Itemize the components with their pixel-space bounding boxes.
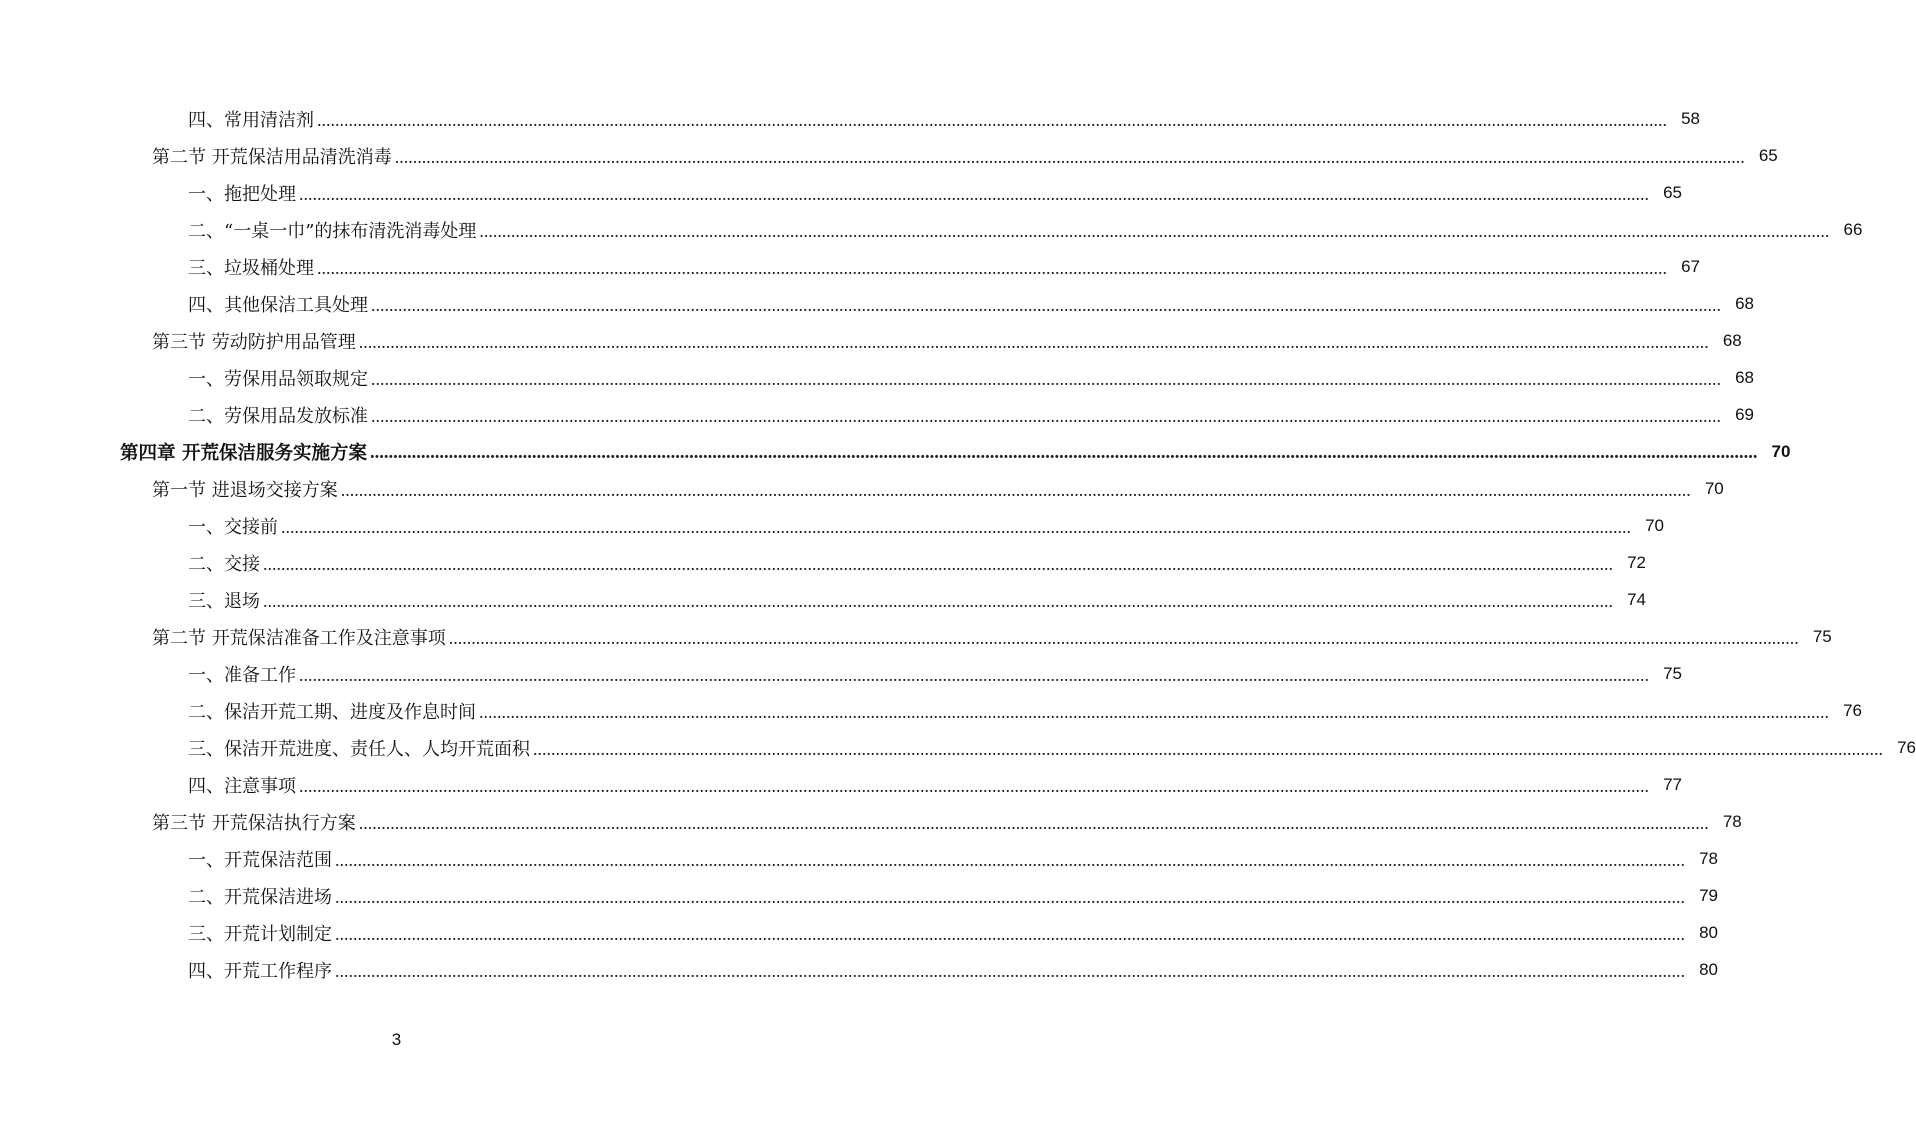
- toc-item[interactable]: [0, 766, 1682, 803]
- toc-entry-title: 四、常用清洁剂: [188, 109, 314, 131]
- toc-entry-page: 76: [1843, 700, 1862, 720]
- toc-item[interactable]: [0, 396, 1754, 433]
- toc-entry-page: 69: [1735, 404, 1754, 424]
- toc-dot-leader: ............................................................................................................................................................................................................................................................................................................: [299, 184, 1649, 204]
- toc-dot-leader: ............................................................................................................................................................................................................................................................................................................: [369, 443, 1758, 463]
- toc-entry-page: 68: [1722, 330, 1742, 350]
- toc-item[interactable]: [0, 248, 1700, 285]
- toc-entry-title: 第三节 开荒保洁执行方案: [152, 812, 356, 834]
- toc-entry-title: 第一节 进退场交接方案: [152, 479, 338, 501]
- toc-entry-title: 三、退场: [188, 590, 260, 612]
- toc-entry-page: 67: [1681, 256, 1700, 276]
- toc-entry-title: 一、准备工作: [188, 664, 296, 686]
- toc-chapter[interactable]: [0, 433, 1791, 470]
- toc-entry-page: 78: [1699, 848, 1718, 868]
- toc-dot-leader: ............................................................................................................................................................................................................................................................................................................: [335, 961, 1685, 981]
- toc-item[interactable]: [0, 729, 1916, 766]
- toc-entry-page: 70: [1771, 441, 1791, 461]
- toc-dot-leader: ............................................................................................................................................................................................................................................................................................................: [263, 591, 1613, 611]
- toc-entry-page: 77: [1663, 774, 1682, 794]
- toc-dot-leader: ............................................................................................................................................................................................................................................................................................................: [299, 665, 1649, 685]
- toc-item[interactable]: [0, 877, 1718, 914]
- toc-entry-title: 第二节 开荒保洁准备工作及注意事项: [152, 627, 446, 649]
- toc-dot-leader: ............................................................................................................................................................................................................................................................................................................: [317, 258, 1667, 278]
- toc-item[interactable]: [0, 692, 1862, 729]
- toc-item[interactable]: [0, 840, 1718, 877]
- toc-dot-leader: ............................................................................................................................................................................................................................................................................................................: [358, 332, 1709, 352]
- toc-entry-title: 二、保洁开荒工期、进度及作息时间: [188, 701, 476, 723]
- toc-dot-leader: ............................................................................................................................................................................................................................................................................................................: [299, 776, 1649, 796]
- toc-item[interactable]: [0, 211, 1863, 248]
- toc-entry-title: 四、开荒工作程序: [188, 960, 332, 982]
- toc-entry-page: 80: [1699, 922, 1718, 942]
- toc-item[interactable]: [0, 100, 1700, 137]
- toc-item[interactable]: [0, 507, 1664, 544]
- page-number: 3: [391, 1030, 402, 1049]
- toc-item[interactable]: [0, 581, 1646, 618]
- toc-item[interactable]: [0, 914, 1718, 951]
- toc-section[interactable]: [0, 137, 1778, 174]
- toc-item[interactable]: [0, 951, 1718, 988]
- toc-dot-leader: ............................................................................................................................................................................................................................................................................................................: [448, 628, 1799, 648]
- toc-item[interactable]: [0, 359, 1754, 396]
- toc-entry-page: 74: [1627, 589, 1646, 609]
- toc-dot-leader: ............................................................................................................................................................................................................................................................................................................: [335, 850, 1685, 870]
- toc-dot-leader: ............................................................................................................................................................................................................................................................................................................: [281, 517, 1631, 537]
- toc-entry-page: 70: [1645, 515, 1664, 535]
- toc-entry-title: 三、保洁开荒进度、责任人、人均开荒面积: [188, 738, 530, 760]
- toc-entry-title: 一、交接前: [188, 516, 278, 538]
- toc-entry-page: 75: [1812, 626, 1832, 646]
- toc-dot-leader: ............................................................................................................................................................................................................................................................................................................: [340, 480, 1691, 500]
- toc-item[interactable]: [0, 174, 1682, 211]
- toc-entry-title: 一、劳保用品领取规定: [188, 368, 368, 390]
- toc-entry-page: 78: [1722, 811, 1742, 831]
- toc-item[interactable]: [0, 544, 1646, 581]
- toc-dot-leader: ............................................................................................................................................................................................................................................................................................................: [358, 813, 1709, 833]
- table-of-contents: [0, 100, 1916, 988]
- toc-entry-page: 79: [1699, 885, 1718, 905]
- toc-entry-title: 二、交接: [188, 553, 260, 575]
- toc-section[interactable]: [0, 322, 1742, 359]
- toc-section[interactable]: [0, 803, 1742, 840]
- toc-item[interactable]: [0, 285, 1754, 322]
- toc-dot-leader: ............................................................................................................................................................................................................................................................................................................: [371, 369, 1721, 389]
- toc-entry-page: 66: [1843, 219, 1863, 239]
- toc-entry-title: 三、开荒计划制定: [188, 923, 332, 945]
- toc-dot-leader: ............................................................................................................................................................................................................................................................................................................: [479, 702, 1829, 722]
- toc-entry-page: 80: [1699, 959, 1718, 979]
- toc-section[interactable]: [0, 618, 1832, 655]
- toc-dot-leader: ............................................................................................................................................................................................................................................................................................................: [533, 739, 1883, 759]
- toc-dot-leader: ............................................................................................................................................................................................................................................................................................................: [263, 554, 1613, 574]
- toc-entry-title: 一、开荒保洁范围: [188, 849, 332, 871]
- toc-entry-page: 76: [1897, 737, 1916, 757]
- toc-entry-page: 70: [1704, 478, 1724, 498]
- toc-dot-leader: ............................................................................................................................................................................................................................................................................................................: [317, 110, 1667, 130]
- toc-entry-title: 一、拖把处理: [188, 183, 296, 205]
- toc-section[interactable]: [0, 470, 1724, 507]
- toc-entry-page: 65: [1758, 145, 1778, 165]
- toc-entry-page: 68: [1735, 367, 1754, 387]
- toc-entry-title: 第四章 开荒保洁服务实施方案: [120, 442, 367, 464]
- toc-entry-title: 四、注意事项: [188, 775, 296, 797]
- toc-dot-leader: ............................................................................................................................................................................................................................................................................................................: [371, 406, 1721, 426]
- toc-dot-leader: ............................................................................................................................................................................................................................................................................................................: [371, 295, 1721, 315]
- toc-dot-leader: ............................................................................................................................................................................................................................................................................................................: [479, 221, 1830, 241]
- toc-entry-page: 65: [1663, 182, 1682, 202]
- toc-entry-page: 72: [1627, 552, 1646, 572]
- toc-entry-page: 58: [1681, 108, 1700, 128]
- toc-entry-title: 二、“一桌一巾”的抹布清洗消毒处理: [188, 220, 477, 242]
- toc-entry-title: 三、垃圾桶处理: [188, 257, 314, 279]
- toc-entry-page: 75: [1663, 663, 1682, 683]
- toc-entry-page: 68: [1735, 293, 1754, 313]
- toc-entry-title: 二、开荒保洁进场: [188, 886, 332, 908]
- toc-dot-leader: ............................................................................................................................................................................................................................................................................................................: [335, 924, 1685, 944]
- toc-entry-title: 第三节 劳动防护用品管理: [152, 331, 356, 353]
- toc-dot-leader: ............................................................................................................................................................................................................................................................................................................: [335, 887, 1685, 907]
- toc-entry-title: 四、其他保洁工具处理: [188, 294, 368, 316]
- toc-item[interactable]: [0, 655, 1682, 692]
- toc-entry-title: 第二节 开荒保洁用品清洗消毒: [152, 146, 392, 168]
- toc-dot-leader: ............................................................................................................................................................................................................................................................................................................: [394, 147, 1745, 167]
- toc-entry-title: 二、劳保用品发放标准: [188, 405, 368, 427]
